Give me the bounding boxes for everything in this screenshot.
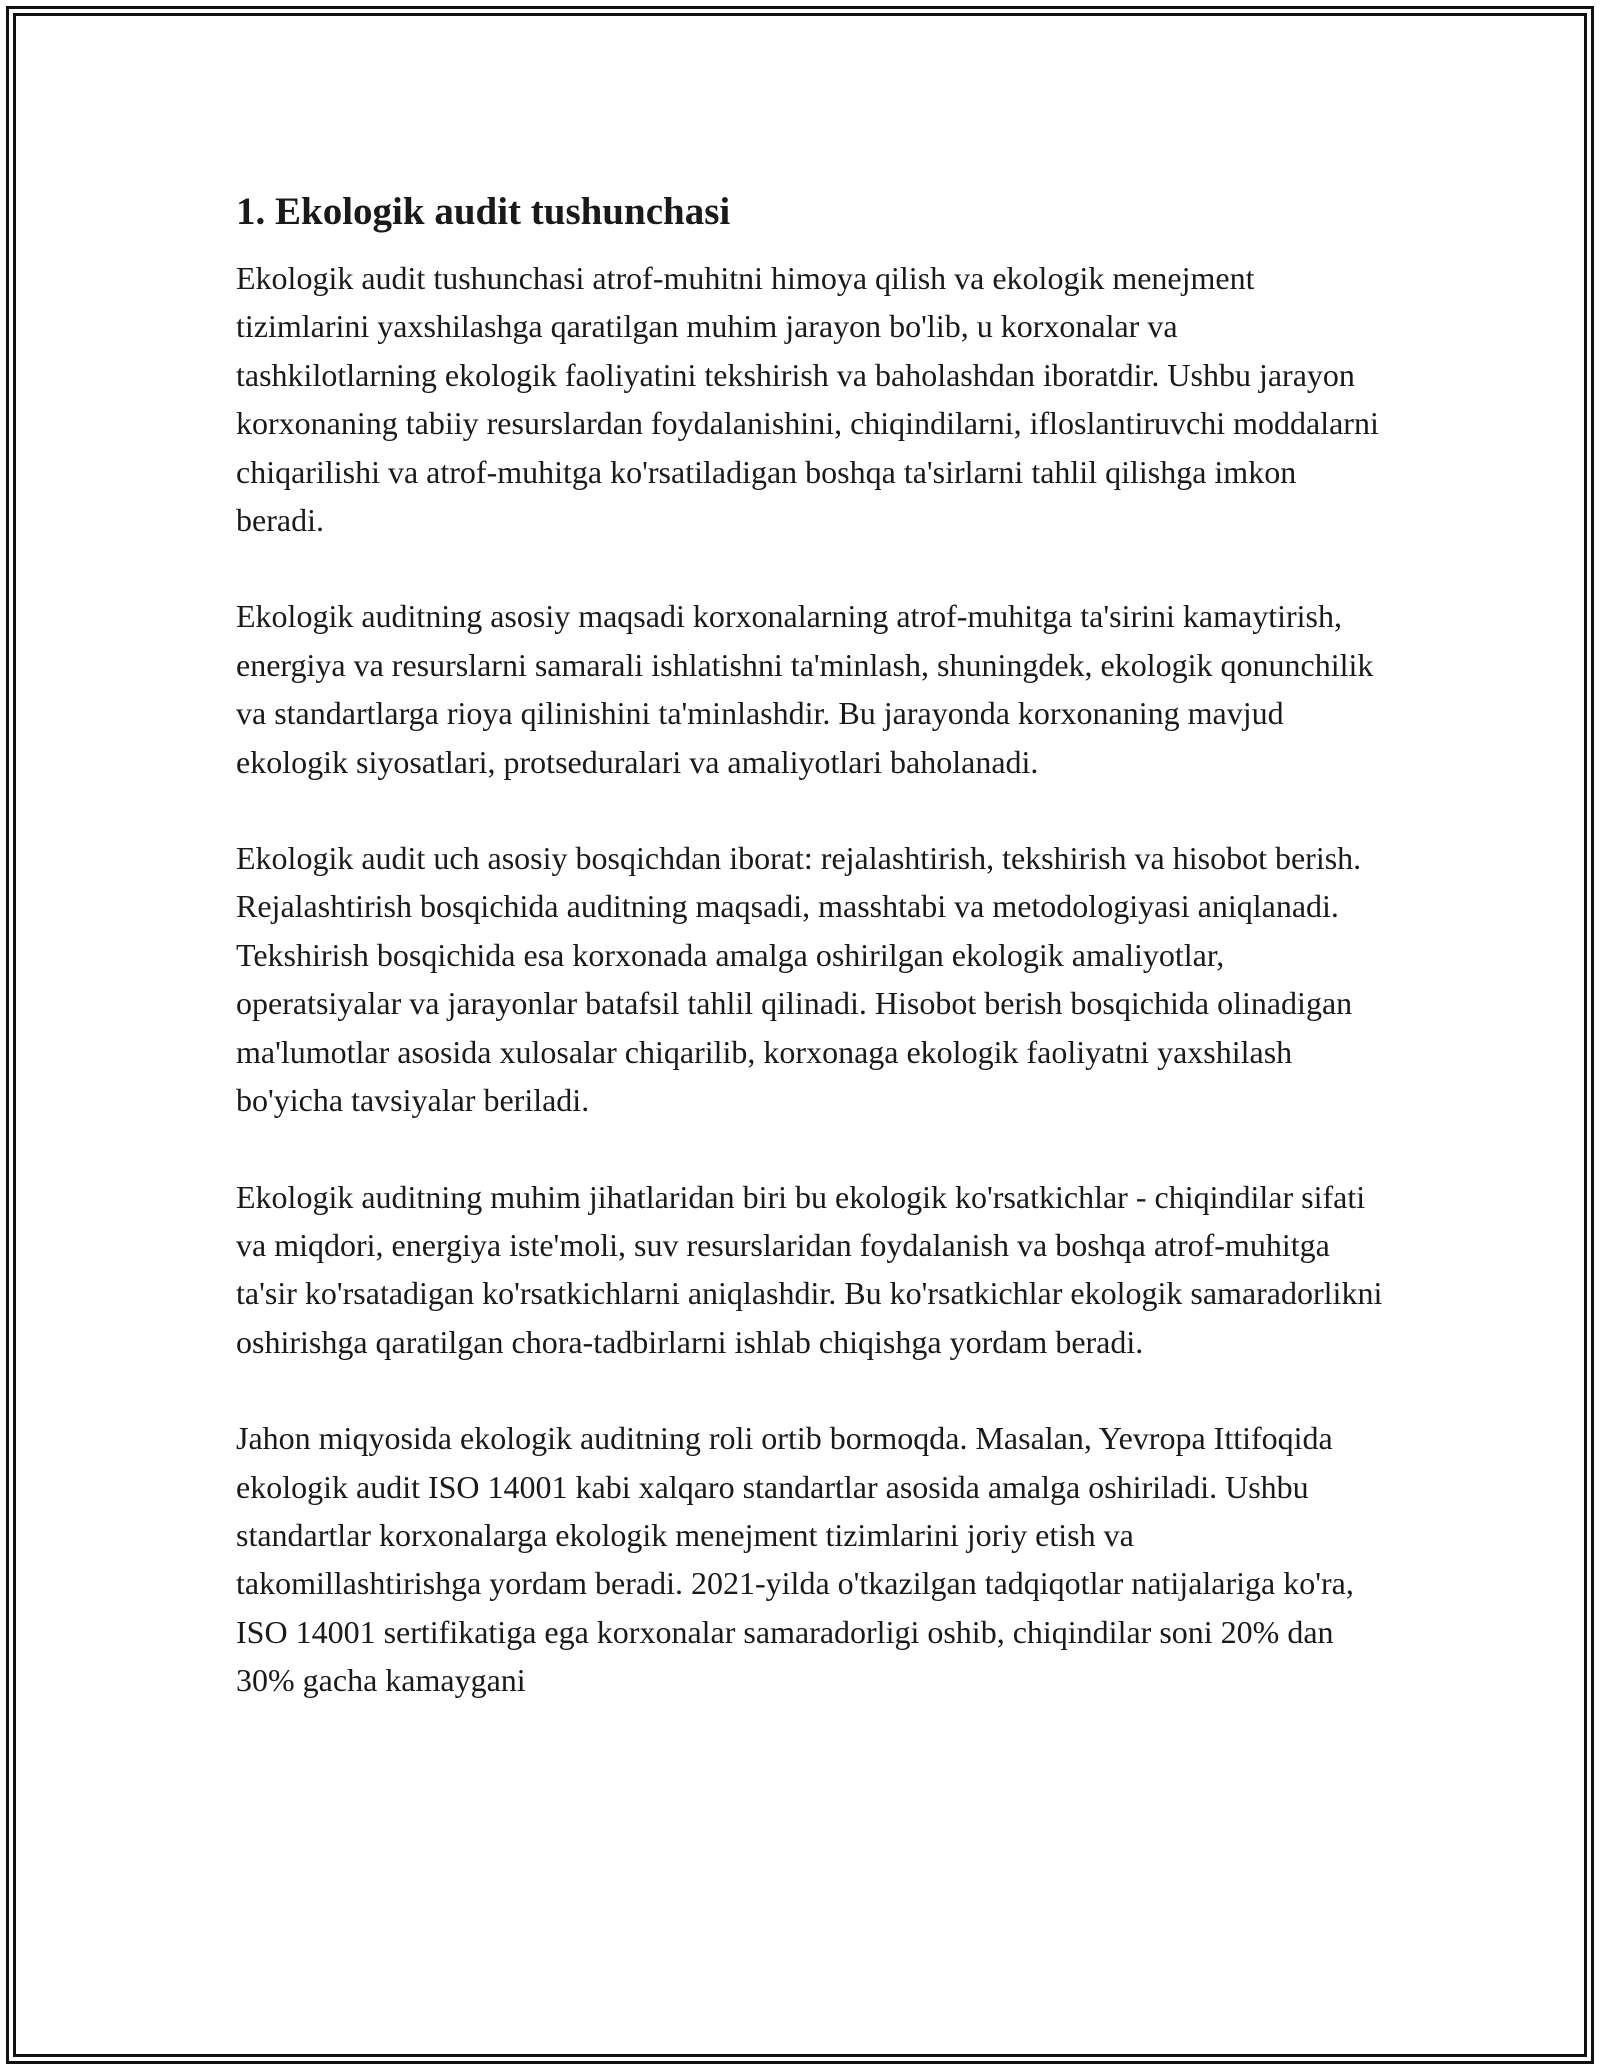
paragraph: Ekologik audit tushunchasi atrof-muhitni himoya qilish va ekologik menejment tizimlarini yaxshilashga qaratilgan muhim jarayon bo'lib, u korxonalar va tashkilotlarning ekologik faoliyatini tekshirish va baholashdan iboratdir. Ushbu jarayon korxonaning tabiiy resurslardan foydalanishini, chiqindilarni, ifloslantiruvchi moddalarni chiqarilishi va atrof-muhitga ko'rsatiladigan boshqa ta'sirlarni tahlil qilishga imkon beradi.	[236, 260, 1379, 539]
paragraph: Ekologik audit uch asosiy bosqichdan iborat: rejalashtirish, tekshirish va hisobot berish. Rejalashtirish bosqichida auditning maqsadi, masshtabi va metodologiyasi aniqlanadi. Tekshirish bosqichida esa korxonada amalga oshirilgan ekologik amaliyotlar, operatsiyalar va jarayonlar batafsil tahlil qilinadi. Hisobot berish bosqichida olinadigan ma'lumotlar asosida xulosalar chiqarilib, korxonaga ekologik faoliyatni yaxshilash bo'yicha tavsiyalar beriladi.	[236, 840, 1362, 1119]
paragraph: Ekologik auditning muhim jihatlaridan biri bu ekologik ko'rsatkichlar - chiqindilar sifati va miqdori, energiya iste'moli, suv resurslaridan foydalanish va boshqa atrof-muhitga ta'sir ko'rsatadigan ko'rsatkichlarni aniqlashdir. Bu ko'rsatkichlar ekologik samaradorlikni oshirishga qaratilgan chora-tadbirlarni ishlab chiqishga yordam beradi.	[236, 1178, 1383, 1360]
section-heading: 1. Ekologik audit tushunchasi	[236, 190, 731, 233]
paragraph: Jahon miqyosida ekologik auditning roli ortib bormoqda. Masalan, Yevropa Ittifoqida ekologik audit ISO 14001 kabi xalqaro standartlar asosida amalga oshiriladi. Ushbu standartlar korxonalarga ekologik menejment tizimlarini joriy etish va takomillashtirishga yordam beradi. 2021-yilda o'tkazilgan tadqiqotlar natijalariga ko'ra, ISO 14001 sertifikatiga ega korxonalar samaradorligi oshib, chiqindilar soni 20% dan 30% gacha kamaygani	[236, 1420, 1354, 1699]
document-body	[236, 184, 1386, 1753]
paragraph: Ekologik auditning asosiy maqsadi korxonalarning atrof-muhitga ta'sirini kamaytirish, energiya va resurslarni samarali ishlatishni ta'minlash, shuningdek, ekologik qonunchilik va standartlarga rioya qilinishini ta'minlashdir. Bu jarayonda korxonaning mavjud ekologik siyosatlari, protseduralari va amaliyotlari baholanadi.	[236, 598, 1374, 780]
